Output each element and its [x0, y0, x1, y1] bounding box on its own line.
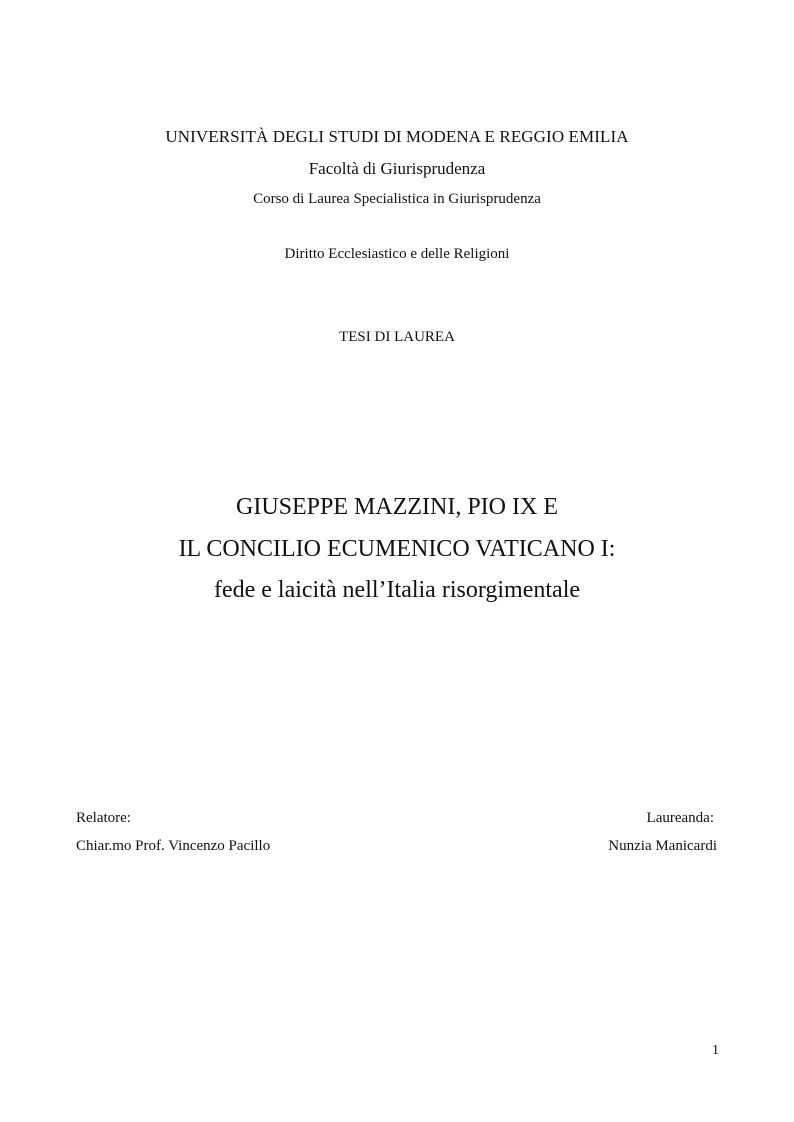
- thesis-title-line-1: GIUSEPPE MAZZINI, PIO IX E: [236, 494, 558, 520]
- page-number: 1: [712, 1043, 719, 1058]
- faculty-name: Facoltà di Giurisprudenza: [308, 159, 486, 178]
- supervisor-name: Chiar.mo Prof. Vincenzo Pacillo: [76, 838, 271, 854]
- thesis-subtitle: fede e laicità nell’Italia risorgimentale: [213, 577, 581, 603]
- thesis-title-line-2: IL CONCILIO ECUMENICO VATICANO I:: [178, 536, 616, 562]
- course-name: Corso di Laurea Specialistica in Giurisprudenza: [253, 191, 541, 207]
- thesis-type: TESI DI LAUREA: [339, 329, 455, 345]
- supervisor-label: Relatore:: [76, 810, 131, 826]
- university-name: UNIVERSITÀ DEGLI STUDI DI MODENA E REGGIO EMILIA: [165, 127, 629, 146]
- subject-name: Diritto Ecclesiastico e delle Religioni: [284, 246, 510, 262]
- candidate-name: Nunzia Manicardi: [608, 838, 717, 854]
- candidate-label: Laureanda:: [646, 810, 714, 826]
